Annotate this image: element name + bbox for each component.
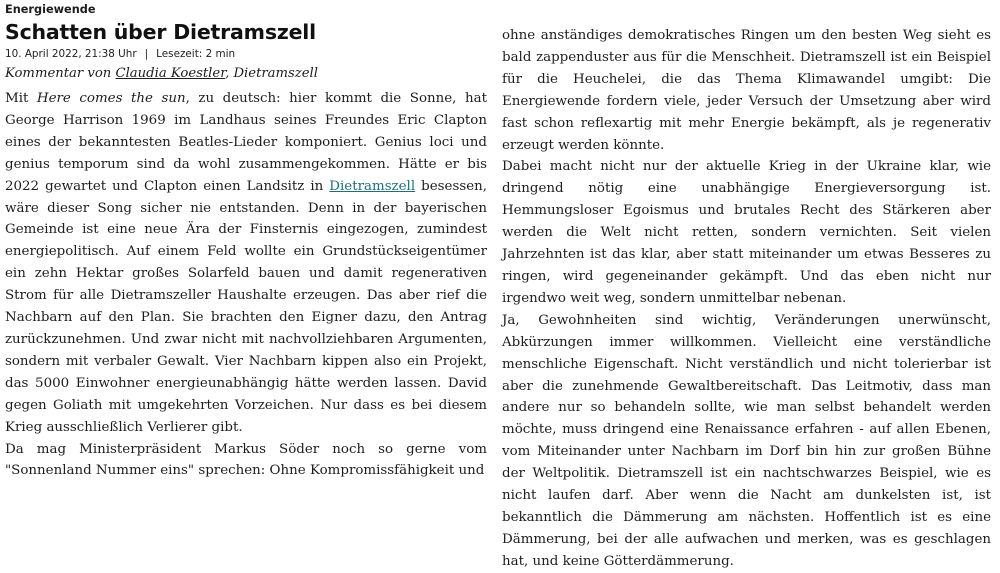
paragraph-1-middle: , zu deutsch: hier kommt die Sonne, hat George Harrison 1969 im Landhaus seines Freundes Eric Clapton eines der bekanntesten Beatles-Lieder komponiert. Genius loci und genius temporum sind da wohl zusammengekommen. Hätte er bis 2022 gewartet und Clapton einen Landsitz in bbox=[5, 91, 487, 194]
byline-location: Dietramszell bbox=[233, 66, 318, 81]
meta-separator: | bbox=[144, 48, 149, 60]
paragraph-2: Da mag Ministerpräsident Markus Söder noch so gerne vom "Sonnenland Nummer eins" sprechen: Ohne Kompromissfähigkeit und bbox=[5, 441, 487, 479]
article-title: Schatten über Dietramszell bbox=[5, 20, 316, 44]
dietramszell-link[interactable]: Dietramszell bbox=[329, 178, 416, 194]
article-meta bbox=[5, 47, 487, 61]
paragraph-1-start: Mit bbox=[5, 91, 29, 106]
paragraph-2-continued: ohne anständiges demokratisches Ringen um den besten Weg sieht es bald zappenduster aus für die Menschheit. Dietramszell ist ein Beispiel für die Heuchelei, die das Thema Klimawandel umgibt: Die Energiewende fordern viele, jeder Versuch der Umsetzung aber wird fast schon reflexartig mit mehr Energie bekämpft, als je regenerativ erzeugt werden könnte. bbox=[502, 28, 991, 153]
song-title: Here comes the sun bbox=[36, 91, 186, 106]
author-link[interactable]: Claudia Koestler bbox=[115, 66, 226, 81]
paragraph-1-end: besessen, wäre dieser Song sicher nie entstanden. Denn in der bayerischen Gemeinde ist eine neue Ära der Finsternis eingezogen, zumindest energiepolitisch. Auf einem Feld wollte ein Grundstückseigentümer ein zehn Hektar großes Solarfeld bauen und damit regenerativen Strom für alle Dietramszeller Haushalte erzeugen. Das aber rief die Nachbarn auf den Plan. Sie brachten den Eigner dazu, den Antrag zurückzunehmen. Und zwar nicht mit nachvollziehbaren Argumenten, sondern mit verbaler Gewalt. Vier Nachbarn kippen also ein Projekt, das 5000 Einwohner energieunabhängig hätte werden lassen. David gegen Goliath mit umgekehrten Vorzeichen. Nur dass es bei diesem Krieg ausschließlich Verlierer gibt. bbox=[5, 178, 487, 435]
reading-time: Lesezeit: 2 min bbox=[156, 48, 236, 60]
paragraph-4: Ja, Gewohnheiten sind wichtig, Veränderungen unerwünscht, Abkürzungen immer willkommen. Vielleicht eine verständliche menschliche Eigenschaft. Nicht verständlich und nicht tolerierbar ist aber die zunehmende Gewaltbereitschaft. Das Leitmotiv, dass man andere nur so behandeln sollte, wie man selbst behandelt werden möchte, muss dringend eine Renaissance erfahren - auf allen Ebenen, vom Miteinander unter Nachbarn im Dorf bin hin zur großen Bühne der Weltpolitik. Dietramszell ist ein nachtschwarzes Beispiel, wie es nicht laufen darf. Aber wenn die Nacht am dunkelsten ist, ist bekanntlich die Dämmerung am nächsten. Hoffentlich ist es eine Dämmerung, bei der alle aufwachen und merken, was es geschlagen hat, und keine Götterdämmerung. bbox=[502, 312, 991, 569]
byline-prefix: Kommentar von bbox=[5, 66, 112, 81]
byline-separator: , bbox=[225, 66, 230, 81]
paragraph-1 bbox=[5, 88, 487, 439]
byline bbox=[5, 64, 487, 84]
paragraph-3: Dabei macht nicht nur der aktuelle Krieg in der Ukraine klar, wie dringend nötig eine unabhängige Energieversorgung ist. Hemmungsloser Egoismus und brutales Recht des Stärkeren aber werden die Welt nicht retten, sondern vernichten. Seit vielen Jahrzehnten ist das klar, aber statt miteinander um etwas Besseres zu ringen, wird gegeneinander gekämpft. Und das eben nicht nur irgendwo weit weg, sondern unmittelbar nebenan. bbox=[502, 159, 991, 306]
article-right-column bbox=[502, 25, 991, 573]
article-kicker[interactable]: Energiewende bbox=[5, 3, 96, 16]
article-left-column bbox=[5, 0, 487, 482]
publish-date: 10. April 2022, 21:38 Uhr bbox=[5, 48, 137, 60]
